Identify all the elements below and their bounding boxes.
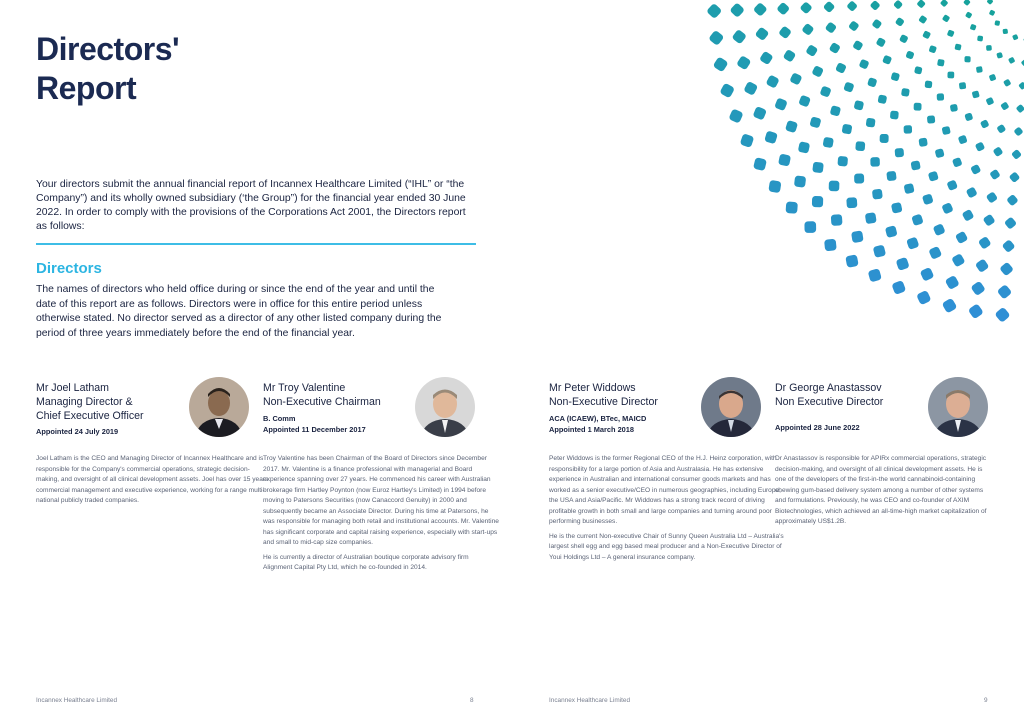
decorative-dot bbox=[918, 138, 927, 147]
decorative-dot bbox=[852, 40, 863, 51]
decorative-dot bbox=[1003, 79, 1011, 87]
decorative-dot bbox=[945, 275, 960, 290]
decorative-dot bbox=[941, 202, 953, 214]
decorative-dot bbox=[837, 156, 848, 167]
decorative-dot bbox=[954, 43, 961, 50]
decorative-dot bbox=[759, 51, 774, 66]
decorative-dot bbox=[906, 237, 919, 250]
decorative-dot bbox=[978, 236, 992, 250]
decorative-dot bbox=[922, 30, 931, 39]
director-bio-latham: Joel Latham is the CEO and Managing Director of Incannex Healthcare and is responsible for the Company's commercial operations, strategic decision- making, and oversight of all clinical development assets. Joel has over 15 years commercial management and executive experience, working for a range multi-national publicly traded companies. bbox=[36, 455, 269, 504]
decorative-dot bbox=[845, 254, 859, 268]
director-role: Non-Executive Director bbox=[549, 396, 658, 408]
director-qualifications: ACA (ICAEW), BTec, MAICD bbox=[549, 414, 647, 423]
decorative-dot bbox=[706, 3, 722, 19]
intro-paragraph: Your directors submit the annual financial report of Incannex Healthcare Limited (“IHL” or “the Company”) and its wholly owned subsidiary (‘the Group”) for the financial year ended 30 June 2022. In order to comply with the provisions of the Corporations Act 2001, the Directors report as follows: bbox=[36, 179, 466, 232]
decorative-dot bbox=[1009, 171, 1021, 183]
decorative-dot bbox=[1000, 101, 1009, 110]
decorative-dot bbox=[959, 82, 966, 89]
decorative-dot bbox=[804, 221, 816, 233]
decorative-dot bbox=[1002, 239, 1016, 253]
decorative-dot bbox=[801, 23, 814, 36]
decorative-dot bbox=[812, 196, 823, 207]
director-role: Non Executive Director bbox=[775, 396, 884, 408]
decorative-dot bbox=[914, 66, 923, 75]
director-appointed: Appointed 28 June 2022 bbox=[775, 423, 860, 432]
decorative-dot bbox=[968, 303, 984, 319]
decorative-dot bbox=[1012, 34, 1019, 41]
page-title: Directors' Report bbox=[36, 31, 180, 106]
decorative-dot bbox=[829, 181, 840, 192]
director-bio-anastassov: Dr Anastassov is responsible for APIRx commercial operations, strategic decision-making, and oversight of all clinical development assets. He is one of the developers of the first-in-the world cannabinoid-containing chewing gum-based delivery system among a number of other systems and formulations. Previously, he was CEO and co-founder of AXIM Biotechnologies, which achieved an all-time-high market capitalization of approximately US$1.2B. bbox=[775, 455, 987, 525]
decorative-dot bbox=[1008, 57, 1015, 64]
decorative-dot bbox=[955, 231, 968, 244]
decorative-dot bbox=[927, 115, 935, 123]
decorative-dot bbox=[1011, 149, 1022, 160]
decorative-dot bbox=[890, 111, 899, 120]
decorative-dot bbox=[823, 137, 834, 148]
decorative-dot bbox=[891, 72, 901, 82]
decorative-dot bbox=[964, 112, 973, 121]
decorative-dot bbox=[994, 20, 1000, 26]
decorative-dot bbox=[886, 171, 896, 181]
decorative-dot bbox=[911, 214, 923, 226]
decorative-dot bbox=[996, 124, 1006, 134]
decorative-dot bbox=[904, 125, 913, 134]
footer-company-left: Incannex Healthcare Limited bbox=[36, 697, 117, 704]
decorative-dot bbox=[811, 65, 824, 78]
director-name: Mr Peter Widdows bbox=[549, 382, 636, 394]
decorative-dot bbox=[964, 56, 970, 62]
decorative-dot-arc bbox=[680, 0, 1024, 330]
decorative-dot bbox=[895, 148, 905, 158]
decorative-dot bbox=[947, 29, 955, 37]
decorative-dot bbox=[1016, 104, 1024, 113]
decorative-dot bbox=[929, 45, 937, 53]
director-name: Mr Troy Valentine bbox=[263, 382, 346, 394]
decorative-dot bbox=[891, 202, 903, 214]
decorative-dot bbox=[729, 2, 745, 18]
decorative-dot bbox=[866, 118, 876, 128]
decorative-dot bbox=[728, 108, 743, 123]
decorative-dot bbox=[980, 119, 990, 129]
decorative-dot bbox=[937, 59, 945, 67]
decorative-dot bbox=[873, 245, 886, 258]
decorative-dot bbox=[933, 223, 946, 236]
decorative-dot bbox=[910, 160, 920, 170]
decorative-dot bbox=[989, 169, 1001, 181]
decorative-dot bbox=[871, 19, 882, 30]
directors-heading: Directors bbox=[36, 260, 102, 277]
director-photo-latham bbox=[189, 377, 249, 437]
decorative-dot bbox=[865, 212, 877, 224]
decorative-dot bbox=[993, 146, 1004, 157]
decorative-dot bbox=[922, 193, 934, 205]
decorative-dot bbox=[830, 105, 842, 117]
director-appointed: Appointed 1 March 2018 bbox=[549, 425, 635, 434]
decorative-dot bbox=[867, 77, 877, 87]
decorative-dot bbox=[989, 9, 996, 16]
decorative-dot bbox=[740, 133, 755, 148]
decorative-dot bbox=[1006, 194, 1019, 207]
section-divider bbox=[36, 243, 476, 245]
decorative-dot bbox=[996, 52, 1003, 59]
decorative-dot bbox=[975, 141, 985, 151]
decorative-dot bbox=[868, 268, 882, 282]
decorative-dot bbox=[997, 284, 1013, 300]
decorative-dot bbox=[946, 179, 958, 191]
decorative-dot bbox=[895, 17, 905, 27]
director-appointed: Appointed 24 July 2019 bbox=[36, 427, 119, 436]
decorative-dot bbox=[952, 157, 963, 168]
decorative-dot bbox=[901, 88, 910, 97]
decorative-dot bbox=[799, 1, 812, 14]
decorative-dot bbox=[823, 1, 836, 14]
footer-page-number-right: 9 bbox=[984, 697, 988, 704]
decorative-dot bbox=[843, 81, 854, 92]
decorative-dot bbox=[870, 0, 881, 11]
director-appointed: Appointed 11 December 2017 bbox=[263, 425, 366, 434]
decorative-dot bbox=[851, 230, 864, 243]
decorative-dot bbox=[965, 11, 973, 19]
decorative-dot bbox=[766, 74, 780, 88]
decorative-dot bbox=[970, 281, 985, 296]
decorative-dot bbox=[854, 173, 864, 183]
decorative-dot bbox=[925, 80, 933, 88]
decorative-dot bbox=[776, 2, 790, 16]
director-role: Managing Director & Chief Executive Officer bbox=[36, 396, 144, 422]
director-name: Mr Joel Latham bbox=[36, 382, 110, 394]
decorative-dot bbox=[809, 116, 821, 128]
decorative-dot bbox=[977, 35, 983, 41]
decorative-dot bbox=[1004, 216, 1017, 229]
decorative-dot bbox=[937, 93, 944, 100]
decorative-dot bbox=[994, 307, 1010, 323]
decorative-dot bbox=[986, 45, 992, 51]
decorative-dot bbox=[831, 214, 843, 226]
decorative-dot bbox=[999, 262, 1014, 277]
decorative-dot bbox=[846, 0, 858, 12]
decorative-dot bbox=[905, 50, 914, 59]
decorative-dot bbox=[986, 0, 993, 5]
decorative-dot bbox=[928, 171, 939, 182]
director-bio-valentine: Troy Valentine has been Chairman of the Board of Directors since December 2017. Mr. Valentine is a finance professional with managerial and Board experience spanning over 27 years. He commenced his career with Australian brokerage firm Hartley Poynton (now Euroz Hartley's Limited) in 1994 before moving to Patersons Securities (now Canaccord Genuity) in 2000 and subsequently became an Associate Director. During his time at Patersons, he was responsible for managing both retail and institutional accounts. Mr. Valentine has significant corporate and capital raising experience, especially with start-ups and small to mid-cap size companies. He is currently a director of Australian boutique corporate advisory firm Alignment Capital Pty Ltd, which he co-founded in 2014. bbox=[263, 455, 499, 571]
decorative-dot bbox=[942, 298, 958, 314]
decorative-dot bbox=[918, 15, 927, 24]
decorative-dot bbox=[825, 21, 837, 33]
decorative-dot bbox=[986, 97, 995, 106]
decorative-dot bbox=[783, 49, 797, 63]
decorative-dot bbox=[719, 83, 735, 99]
decorative-dot bbox=[786, 201, 798, 213]
decorative-dot bbox=[753, 157, 767, 171]
decorative-dot bbox=[805, 44, 818, 57]
decorative-dot bbox=[972, 90, 980, 98]
decorative-dot bbox=[872, 189, 883, 200]
decorative-dot bbox=[928, 246, 942, 260]
decorative-dot bbox=[794, 175, 806, 187]
directors-intro: The names of directors who held office during or since the end of the year and until the date of this report are as follows. Directors were in office for this entire period unless otherwise stated. No director served as a director of any other listed company during the period of three years immediately before the end of the financial year. bbox=[36, 284, 442, 339]
decorative-dot bbox=[882, 55, 892, 65]
decorative-dot bbox=[935, 148, 945, 158]
decorative-dot bbox=[904, 183, 915, 194]
decorative-dot bbox=[870, 157, 880, 167]
decorative-dot bbox=[966, 186, 978, 198]
decorative-dot bbox=[914, 103, 922, 111]
decorative-dot bbox=[835, 62, 847, 74]
decorative-dot bbox=[947, 72, 954, 79]
footer-company-right: Incannex Healthcare Limited bbox=[549, 697, 630, 704]
decorative-dot bbox=[989, 74, 997, 82]
decorative-dot bbox=[1018, 81, 1024, 90]
decorative-dot bbox=[829, 42, 841, 54]
decorative-dot bbox=[975, 258, 990, 273]
decorative-dot bbox=[916, 290, 931, 305]
director-bio-widdows: Peter Widdows is the former Regional CEO of the H.J. Heinz corporation, with responsibility for a large portion of Asia and Australasia. He has extensive experience in Australian and international consumer goods markets and has worked as a senior executive/CEO in numerous geographies, including Europe, the USA and Asia/Pacific. Mr Widdows has a strong track record of driving profitable growth in both small and large companies and turning around poor performing businesses. He is the current Non-executive Chair of Sunny Queen Australia Ltd – Australia's largest shell egg and egg based meal producer and a Non-Executive Director of Youi Holdings Ltd – A general insurance company. bbox=[549, 455, 784, 561]
decorative-dot bbox=[958, 135, 968, 145]
decorative-dot bbox=[1003, 29, 1009, 35]
decorative-dot bbox=[778, 25, 792, 39]
decorative-dot bbox=[736, 55, 751, 70]
decorative-dot bbox=[976, 66, 983, 73]
decorative-dot bbox=[940, 0, 949, 7]
director-qualifications: B. Comm bbox=[263, 414, 296, 423]
decorative-dot bbox=[854, 100, 865, 111]
decorative-dot bbox=[764, 130, 778, 144]
decorative-dot bbox=[820, 86, 832, 98]
decorative-dot bbox=[753, 106, 767, 120]
decorative-dot bbox=[950, 104, 958, 112]
decorative-dot bbox=[708, 30, 724, 46]
decorative-dot bbox=[798, 141, 810, 153]
decorative-dot bbox=[942, 14, 950, 22]
decorative-dot bbox=[970, 24, 977, 31]
decorative-dot bbox=[789, 72, 802, 85]
decorative-dot bbox=[893, 0, 903, 10]
decorative-dot bbox=[778, 153, 791, 166]
decorative-dot bbox=[942, 126, 951, 135]
decorative-dot bbox=[855, 141, 865, 151]
decorative-dot bbox=[986, 191, 998, 203]
decorative-dot bbox=[962, 209, 975, 222]
decorative-dot bbox=[824, 239, 837, 252]
decorative-dot bbox=[877, 94, 887, 104]
decorative-dot bbox=[785, 120, 798, 133]
decorative-dot bbox=[916, 0, 925, 9]
director-photo-anastassov bbox=[928, 377, 988, 437]
decorative-dot bbox=[731, 29, 747, 45]
decorative-dot bbox=[970, 164, 981, 175]
decorative-dot bbox=[774, 97, 788, 111]
decorative-dot bbox=[859, 59, 870, 70]
decorative-dot bbox=[842, 124, 853, 135]
decorative-dot bbox=[848, 20, 860, 32]
director-photo-valentine bbox=[415, 377, 475, 437]
decorative-dot bbox=[951, 253, 965, 267]
decorative-dot bbox=[1013, 126, 1023, 136]
decorative-dot bbox=[755, 26, 770, 41]
decorative-dot bbox=[846, 197, 857, 208]
director-name: Dr George Anastassov bbox=[775, 382, 882, 394]
footer-page-number-left: 8 bbox=[470, 697, 474, 704]
decorative-dot bbox=[885, 225, 898, 238]
decorative-dot bbox=[753, 2, 768, 17]
decorative-dot bbox=[899, 34, 909, 44]
decorative-dot bbox=[768, 180, 781, 193]
decorative-dot bbox=[812, 162, 824, 174]
decorative-dot bbox=[880, 134, 889, 143]
decorative-dot bbox=[896, 257, 910, 271]
director-photo-widdows bbox=[701, 377, 761, 437]
director-role: Non-Executive Chairman bbox=[263, 396, 381, 408]
decorative-dot bbox=[963, 0, 971, 6]
decorative-dot bbox=[891, 280, 906, 295]
decorative-dot bbox=[920, 267, 935, 282]
decorative-dot bbox=[713, 56, 729, 72]
decorative-dot bbox=[743, 81, 758, 96]
decorative-dot bbox=[798, 95, 811, 108]
decorative-dot bbox=[876, 37, 887, 48]
decorative-dot bbox=[983, 214, 996, 227]
